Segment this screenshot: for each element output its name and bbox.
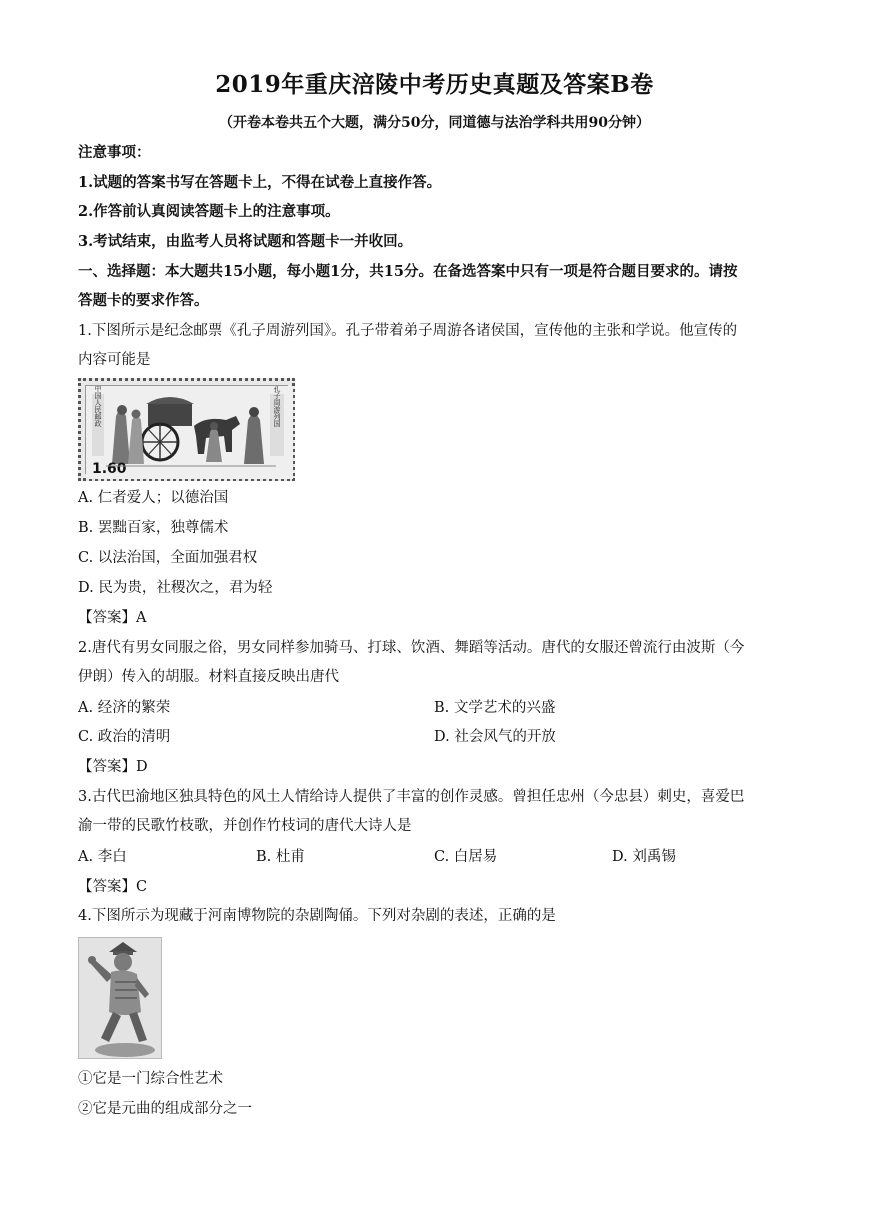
figurine-illustration	[79, 938, 161, 1058]
option-a: A. 仁者爱人；以德治国	[78, 490, 229, 506]
notice-heading: 注意事项：	[78, 144, 151, 161]
section-heading: 一、选择题：本大题共15小题，每小题1分，共15分。在备选答案中只有一项是符合题目要求的。请按	[78, 263, 738, 280]
confucius-stamp-image	[78, 378, 295, 481]
option-d: D. 刘禹锡	[612, 849, 676, 865]
option-c: C. 政治的清明	[78, 729, 171, 745]
stamp-illustration	[86, 386, 293, 479]
option-b: B. 杜甫	[256, 849, 305, 865]
answer-1: 【答案】A	[78, 610, 147, 626]
question-2-stem-cont: 伊朗）传入的胡服。材料直接反映出唐代	[78, 669, 339, 685]
option-b: B. 文学艺术的兴盛	[434, 700, 556, 716]
question-2-stem: 2.唐代有男女同服之俗，男女同样参加骑马、打球、饮酒、舞蹈等活动。唐代的女服还曾流行由波斯（今	[78, 640, 745, 656]
option-d: D. 民为贵，社稷次之，君为轻	[78, 580, 273, 596]
option-c: C. 白居易	[434, 849, 498, 865]
option-a: A. 李白	[78, 849, 127, 865]
statement-2: ②它是元曲的组成部分之一	[78, 1101, 252, 1117]
statement-1: ①它是一门综合性艺术	[78, 1071, 223, 1087]
notice-item: 1.试题的答案书写在答题卡上，不得在试卷上直接作答。	[78, 174, 442, 191]
notice-item: 2.作答前认真阅读答题卡上的注意事项。	[78, 203, 340, 220]
option-a: A. 经济的繁荣	[78, 700, 171, 716]
answer-2: 【答案】D	[78, 759, 148, 775]
zaju-figurine-image	[78, 937, 162, 1059]
option-b: B. 罢黜百家，独尊儒术	[78, 520, 229, 536]
answer-3: 【答案】C	[78, 879, 148, 895]
notice-item: 3.考试结束，由监考人员将试题和答题卡一并收回。	[78, 233, 413, 250]
stamp-face-value: 1.60	[92, 461, 127, 477]
question-3-stem-cont: 渝一带的民歌竹枝歌，并创作竹枝词的唐代大诗人是	[78, 818, 412, 834]
page-subtitle: （开卷本卷共五个大题，满分50分，同道德与法治学科共用90分钟）	[219, 115, 650, 131]
question-3-stem: 3.古代巴渝地区独具特色的风土人情给诗人提供了丰富的创作灵感。曾担任忠州（今忠县）刺史，喜爱巴	[78, 789, 745, 805]
question-1-stem: 1.下图所示是纪念邮票《孔子周游列国》。孔子带着弟子周游各诸侯国，宣传他的主张和学说。他宣传的	[78, 323, 738, 339]
question-1-stem-cont: 内容可能是	[78, 352, 151, 368]
section-heading-cont: 答题卡的要求作答。	[78, 292, 209, 309]
options-row	[78, 727, 798, 747]
stamp-left-text: 中国人民邮政	[94, 386, 102, 427]
option-d: D. 社会风气的开放	[434, 729, 556, 745]
option-c: C. 以法治国，全面加强君权	[78, 550, 258, 566]
question-4-stem: 4.下图所示为现藏于河南博物院的杂剧陶俑。下列对杂剧的表述，正确的是	[78, 908, 556, 924]
options-row	[78, 698, 798, 718]
stamp-right-text: 孔子周游列国	[273, 386, 281, 427]
page-title: 2019年重庆涪陵中考历史真题及答案B卷	[215, 71, 654, 98]
